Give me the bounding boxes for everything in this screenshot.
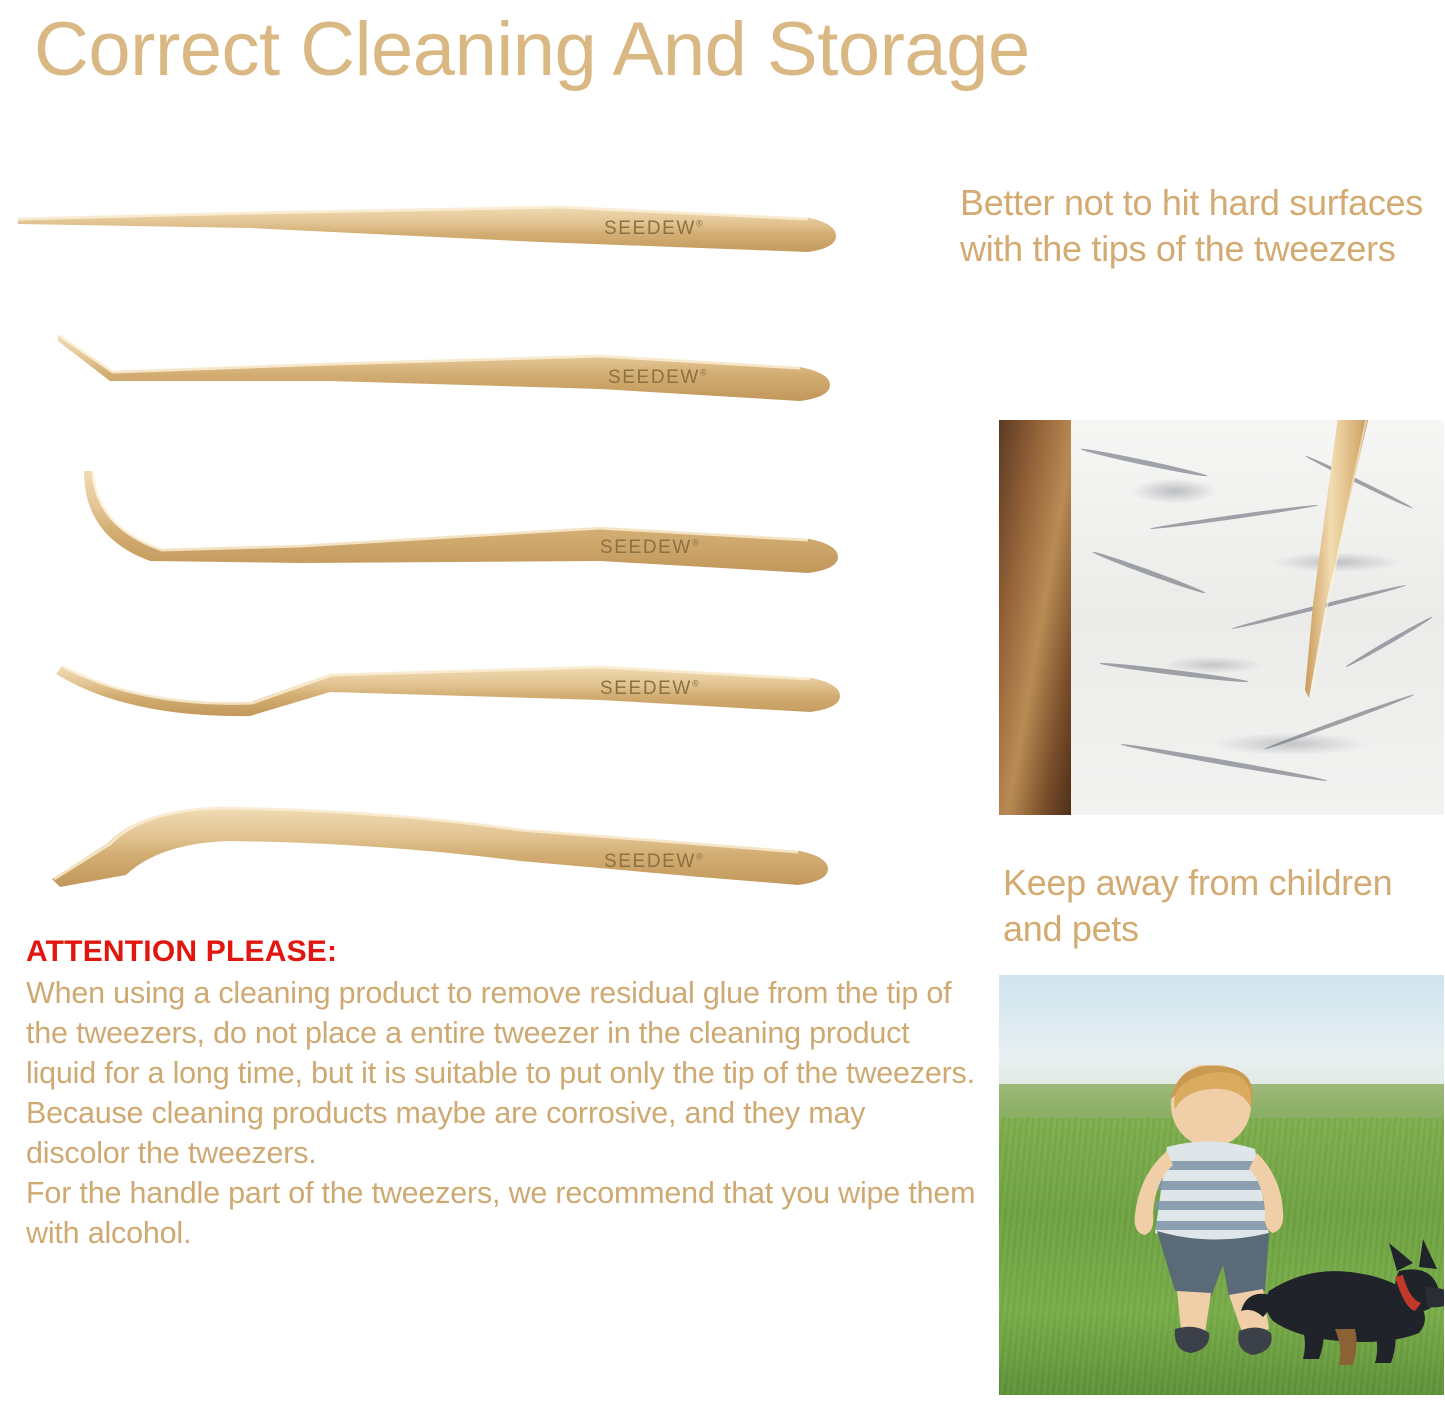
attention-heading: ATTENTION PLEASE:	[26, 935, 338, 968]
product-bent-tip-tweezer	[0, 325, 860, 435]
tip-hard-surfaces-image	[999, 420, 1444, 815]
tip-children-pets-image	[999, 975, 1444, 1395]
attention-paragraph-2: For the handle part of the tweezers, we recommend that you wipe them with alcohol.	[26, 1176, 976, 1250]
tweezer-on-marble	[1249, 420, 1429, 738]
brand-label: SEEDEW®	[600, 678, 701, 699]
brand-label: SEEDEW®	[600, 537, 701, 558]
tweezer-gallery	[0, 160, 900, 930]
dog-figure	[1239, 1225, 1444, 1375]
brand-label: SEEDEW®	[608, 367, 709, 388]
page-title: Correct Cleaning And Storage	[34, 7, 1030, 92]
product-straight-tweezer	[0, 180, 860, 290]
product-l-shape-tweezer	[0, 640, 860, 750]
brand-label: SEEDEW®	[604, 218, 705, 239]
wooden-board	[999, 420, 1071, 815]
product-curved-fine-tweezer	[0, 465, 860, 575]
tips-column	[955, 0, 1445, 1418]
product-boot-shape-tweezer	[0, 785, 860, 895]
attention-paragraph-1: When using a cleaning product to remove residual glue from the tip of the tweezers, do not place a entire tweezer in the cleaning product liquid for a long time, but it is suitable to put only the tip of the tweezers. Because cleaning products maybe are corrosive, and they may discolor the tweezers.	[26, 976, 975, 1170]
brand-label: SEEDEW®	[604, 851, 705, 872]
attention-block	[26, 935, 976, 1253]
tip-hard-surfaces-text: Better not to hit hard surfaces with the tips of the tweezers	[960, 182, 1423, 269]
tip-children-pets-text: Keep away from children and pets	[1003, 862, 1393, 949]
